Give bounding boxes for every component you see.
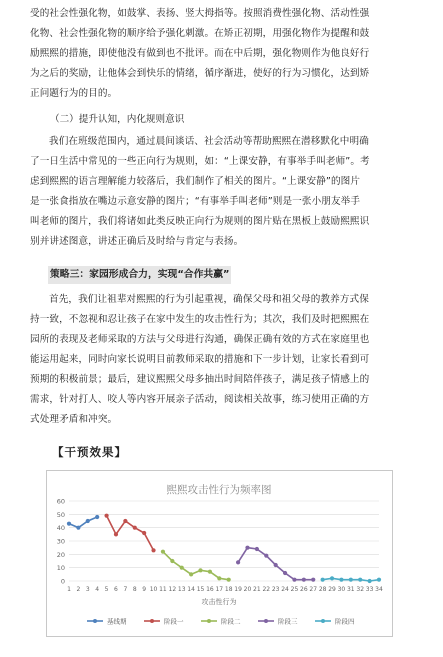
x-tick-label: 14 xyxy=(187,586,195,593)
x-tick-label: 32 xyxy=(356,586,365,593)
text-line: 为之后的奖励，让他体会到快乐的情绪，循序渐进，使好的行为习惯化，达到矫 xyxy=(30,68,370,79)
x-tick-label: 28 xyxy=(318,586,327,593)
legend-marker xyxy=(321,619,325,623)
paragraph-cognition xyxy=(30,132,425,252)
text-line: 虑到熙熙的语言理解能力较落后，我们制作了相关的图片。“上课安静”的图片 xyxy=(30,176,361,187)
text-line: 需求，针对打人、咬人等内容开展亲子活动，阅读相关故事，练习使用正确的方 xyxy=(30,394,370,405)
x-axis-ticks xyxy=(67,586,383,593)
x-tick-label: 25 xyxy=(290,586,299,593)
data-point xyxy=(255,547,259,551)
data-point xyxy=(330,576,334,580)
x-tick-label: 31 xyxy=(346,586,355,593)
text-line: 预期的积极前景；最后，建议熙熙父母多抽出时间陪伴孩子，满足孩子情感上的 xyxy=(30,374,370,385)
chart-legend xyxy=(87,617,355,626)
data-point xyxy=(198,568,202,572)
series-line xyxy=(69,517,97,528)
text-line: 我们在班级范围内，通过晨间谈话、社会活动等帮助熙熙在潜移默化中明确 xyxy=(49,136,369,147)
y-tick-label: 50 xyxy=(56,510,65,519)
x-tick-label: 17 xyxy=(215,586,224,593)
data-point xyxy=(311,578,315,582)
y-tick-label: 30 xyxy=(56,537,65,546)
text-line: 能运用起来，同时向家长说明目前教师采取的措施和下一步计划，让家长看到可 xyxy=(30,354,370,365)
x-tick-label: 29 xyxy=(328,586,336,593)
x-tick-label: 7 xyxy=(123,586,128,593)
x-tick-label: 27 xyxy=(309,586,318,593)
legend-marker xyxy=(93,619,97,623)
data-point xyxy=(123,519,127,523)
y-tick-label: 20 xyxy=(56,550,65,559)
data-point xyxy=(189,572,193,576)
data-point xyxy=(274,563,278,567)
text-line: 是一张食指放在嘴边示意安静的图片；“有事举手叫老师”则是一张小朋友举手 xyxy=(30,196,361,207)
text-line: 励熙熙的措施，即使他没有做到也不批评。而在中后期，强化物则作为他良好行 xyxy=(30,48,370,59)
data-point xyxy=(292,578,296,582)
data-point xyxy=(264,554,268,558)
text-line: 了一日生活中常见的一些正向行为规则，如：“上课安静，有事举手叫老师”。考 xyxy=(30,156,370,167)
y-axis-ticks xyxy=(57,498,65,586)
x-tick-label: 12 xyxy=(168,586,177,593)
y-tick-label: 60 xyxy=(56,497,65,506)
line-chart xyxy=(47,471,392,636)
data-point xyxy=(227,578,231,582)
text-line: 叫老师的图片，我们将诸如此类反映正向行为规则的图片贴在黑板上鼓励熙熙识 xyxy=(30,216,370,227)
x-tick-label: 8 xyxy=(132,586,137,593)
data-point xyxy=(377,578,381,582)
chart-title: 熙熙攻击性行为频率图 xyxy=(166,484,272,496)
section-heading: （二）提升认知，内化规则意识 xyxy=(50,114,185,125)
y-tick-label: 10 xyxy=(56,564,65,573)
x-tick-label: 33 xyxy=(365,586,374,593)
effect-heading: 【干预效果】 xyxy=(52,445,127,459)
data-point xyxy=(349,578,353,582)
x-tick-label: 13 xyxy=(177,586,186,593)
paragraph-reinforcement xyxy=(30,4,425,104)
x-tick-label: 30 xyxy=(337,586,346,593)
x-tick-label: 1 xyxy=(67,586,71,593)
text-line: 首先，我们让祖辈对熙熙的行为引起重视，确保父母和祖父母的教养方式保 xyxy=(49,294,369,305)
data-point xyxy=(95,515,99,519)
x-tick-label: 2 xyxy=(76,586,81,593)
y-tick-label: 0 xyxy=(60,577,65,586)
data-point xyxy=(180,566,184,570)
x-tick-label: 23 xyxy=(271,586,280,593)
data-point xyxy=(339,578,343,582)
legend-label: 基线期 xyxy=(107,617,127,626)
text-line: 别并讲述图意，讲述正确后及时给与肯定与表扬。 xyxy=(30,236,244,247)
paragraph-family-cooperation xyxy=(30,290,425,430)
x-tick-label: 9 xyxy=(142,586,147,593)
text-line: 园所的表现及老师采取的方法与父母进行沟通，确保正确有效的方式在家庭里也 xyxy=(30,334,370,345)
data-point xyxy=(245,546,249,550)
data-point xyxy=(114,532,118,536)
x-tick-label: 5 xyxy=(104,586,109,593)
data-point xyxy=(368,579,372,583)
legend-label: 阶段三 xyxy=(278,617,298,626)
text-line: 正问题行为的目的。 xyxy=(30,88,118,99)
series-line xyxy=(163,552,229,580)
data-point xyxy=(236,560,240,564)
x-tick-label: 22 xyxy=(262,586,271,593)
x-tick-label: 3 xyxy=(85,586,90,593)
x-tick-label: 24 xyxy=(281,586,289,593)
x-tick-label: 34 xyxy=(375,586,383,593)
x-tick-label: 6 xyxy=(114,586,118,593)
x-axis-label: 攻击性行为 xyxy=(201,598,237,606)
x-tick-label: 26 xyxy=(300,586,308,593)
text-line: 持一致，不忽视和忍让孩子在家中发生的攻击性行为；其次，我们及时把熙熙在 xyxy=(30,314,370,325)
data-point xyxy=(358,578,362,582)
legend-label: 阶段二 xyxy=(221,617,241,626)
data-point xyxy=(161,550,165,554)
chart-container xyxy=(46,470,393,637)
legend-marker xyxy=(264,619,268,623)
text-line: 化物、社会性强化物的顺序给予强化刺激。在矫正初期，用强化物作为提醒和鼓 xyxy=(30,28,370,39)
data-point xyxy=(76,526,80,530)
x-tick-label: 4 xyxy=(95,586,100,593)
legend-marker xyxy=(150,619,154,623)
legend-label: 阶段四 xyxy=(335,617,355,626)
data-point xyxy=(217,576,221,580)
y-tick-label: 40 xyxy=(56,524,65,533)
data-point xyxy=(151,548,155,552)
chart-series xyxy=(67,514,381,584)
series-line xyxy=(107,516,154,551)
data-point xyxy=(133,526,137,530)
data-point xyxy=(142,531,146,535)
x-tick-label: 18 xyxy=(224,586,233,593)
data-point xyxy=(86,519,90,523)
chart-grid xyxy=(69,501,379,581)
data-point xyxy=(302,578,306,582)
x-tick-label: 11 xyxy=(159,586,167,593)
data-point xyxy=(208,570,212,574)
legend-label: 阶段一 xyxy=(164,617,184,626)
data-point xyxy=(321,578,325,582)
data-point xyxy=(67,522,71,526)
legend-marker xyxy=(207,619,211,623)
data-point xyxy=(104,514,108,518)
data-point xyxy=(283,571,287,575)
x-tick-label: 16 xyxy=(206,586,214,593)
x-tick-label: 21 xyxy=(253,586,261,593)
x-tick-label: 19 xyxy=(234,586,242,593)
x-tick-label: 20 xyxy=(243,586,252,593)
text-line: 式处理矛盾和冲突。 xyxy=(30,414,118,425)
x-tick-label: 15 xyxy=(196,586,205,593)
data-point xyxy=(170,559,174,563)
x-tick-label: 10 xyxy=(149,586,158,593)
text-line: 受的社会性强化物，如鼓掌、表扬、竖大拇指等。按照消费性强化物、活动性强 xyxy=(30,8,370,19)
strategy-heading: 策略三：家园形成合力，实现“合作共赢” xyxy=(48,266,231,284)
